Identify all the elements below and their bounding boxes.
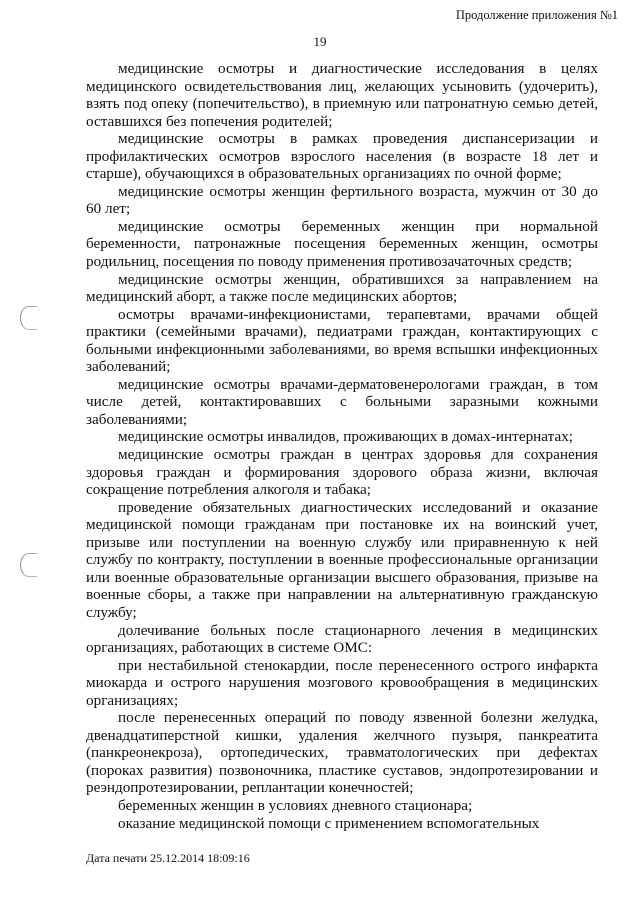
paragraph: при нестабильной стенокардии, после перенесенного острого инфаркта миокарда и острого нарушения мозгового кровообращения в медицинских организациях; [86, 656, 598, 709]
paragraph: проведение обязательных диагностических исследований и оказание медицинской помощи гражданам при постановке их на воинский учет, призыве или поступлении на военную службу или приравненную к ней службу по контракту, поступлении в военные профессиональные организации или военные образовательные организации высшего образования, призыве на военные сборы, а также при направлении на альтернативную гражданскую службу; [86, 498, 598, 621]
paragraph: после перенесенных операций по поводу язвенной болезни желудка, двенадцатиперстной кишки, удаления желчного пузыря, панкреатита (панкреонекроза), ортопедических, травматологических при дефектах (пороках развития) позвоночника, пластике суставов, эндопротезировании и реэндопротезировании, реплантации конечностей; [86, 709, 598, 797]
paragraph: медицинские осмотры в рамках проведения диспансеризации и профилактических осмотров взрослого населения (в возрасте 18 лет и старше), обучающихся в образовательных организациях по очной форме; [86, 130, 598, 183]
paragraph: медицинские осмотры женщин фертильного возраста, мужчин от 30 до 60 лет; [86, 182, 598, 218]
paragraph: беременных женщин в условиях дневного стационара; [118, 796, 473, 814]
appendix-continuation-label: Продолжение приложения №1 [455, 8, 618, 22]
paragraph: медицинские осмотры и диагностические исследования в целях медицинского освидетельствования лиц, желающих усыновить (удочерить), взять под опеку (попечительство), в приемную или патронатную семью детей, оставшихся без попечения родителей; [86, 60, 598, 130]
hole-punch-mark [20, 553, 37, 577]
paragraph: долечивание больных после стационарного лечения в медицинских организациях, работающих в системе ОМС: [86, 621, 598, 657]
paragraph: оказание медицинской помощи с применением вспомогательных [118, 814, 540, 832]
page-number: 19 [313, 34, 327, 49]
paragraph: медицинские осмотры женщин, обратившихся за направлением на медицинский аборт, а также после медицинских абортов; [86, 270, 598, 306]
hole-punch-mark [20, 306, 37, 330]
document-body [86, 60, 598, 832]
paragraph: медицинские осмотры врачами-дерматовенерологами граждан, в том числе детей, контактировавших с больными заразными кожными заболеваниями; [86, 375, 598, 428]
paragraph: осмотры врачами-инфекционистами, терапевтами, врачами общей практики (семейными врачами), педиатрами граждан, контактирующих с больными инфекционными заболеваниями, во время вспышки инфекционных заболеваний; [86, 305, 598, 376]
paragraph: медицинские осмотры беременных женщин при нормальной беременности, патронажные посещения беременных женщин, осмотры родильниц, посещения по поводу применения противозачаточных средств; [86, 217, 598, 271]
print-date: Дата печати 25.12.2014 18:09:16 [86, 851, 250, 865]
paragraph: медицинские осмотры граждан в центрах здоровья для сохранения здоровья граждан и формирования здорового образа жизни, включая сокращение потребления алкоголя и табака; [86, 446, 598, 499]
paragraph: медицинские осмотры инвалидов, проживающих в домах-интернатах; [118, 428, 574, 446]
